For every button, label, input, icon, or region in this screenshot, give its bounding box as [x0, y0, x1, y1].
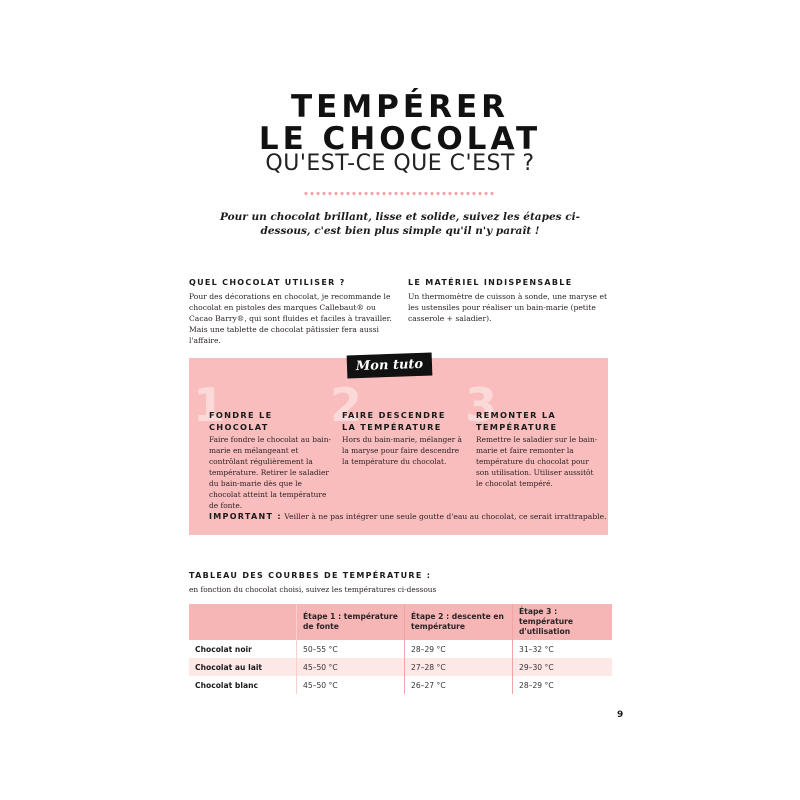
table-row [189, 658, 612, 676]
table-cell: 28–29 °C [405, 640, 513, 658]
table-header-cell: Étape 2 : descente en température [405, 604, 513, 640]
important-label: IMPORTANT : [209, 512, 282, 521]
table-cell: 45–50 °C [297, 676, 405, 694]
table-header-row [189, 604, 612, 640]
temperature-table [189, 604, 612, 694]
table-cell: 45–50 °C [297, 658, 405, 676]
step-heading: FONDRE LE CHOCOLAT [209, 410, 273, 432]
step-heading: FAIRE DESCENDRE LA TEMPÉRATURE [342, 410, 446, 432]
dotted-divider [303, 192, 495, 195]
table-header-cell: Étape 3 : température d'utilisation [513, 604, 613, 640]
step-text: Hors du bain-marie, mélanger à la maryse pour faire descendre la température du chocolat. [342, 435, 462, 466]
important-text: Veiller à ne pas intégrer une seule goutte d'eau au chocolat, ce serait irrattrapable. [284, 512, 607, 521]
section-which-chocolate [189, 278, 399, 346]
section-heading: QUEL CHOCOLAT UTILISER ? [189, 278, 346, 287]
step-text: Remettre le saladier sur le bain-marie et faire remonter la température du chocolat pour son utilisation. Utiliser aussitôt le chocolat tempéré. [476, 435, 598, 488]
step-number-3: 3 [465, 378, 498, 432]
intro-text: Pour un chocolat brillant, lisse et solide, suivez les étapes ci-dessous, c'est bien plus simple qu'il n'y paraît ! [220, 211, 580, 237]
table-title: TABLEAU DES COURBES DE TEMPÉRATURE : [189, 571, 432, 580]
table-cell: 29–30 °C [513, 658, 613, 676]
table-cell: Chocolat blanc [195, 680, 258, 690]
step-1 [209, 409, 334, 511]
page-title-line1: TEMPÉRER [291, 89, 509, 125]
page-subtitle: QU'EST-CE QUE C'EST ? [265, 151, 535, 176]
tutorial-badge: Mon tuto [347, 353, 433, 379]
section-text: Un thermomètre de cuisson à sonde, une maryse et les ustensiles pour réaliser un bain-marie (petite casserole + saladier). [408, 292, 608, 323]
step-heading: REMONTER LA TEMPÉRATURE [476, 410, 558, 432]
table-cell: Chocolat au lait [189, 658, 297, 676]
section-heading: LE MATÉRIEL INDISPENSABLE [408, 278, 573, 287]
table-cell: Chocolat noir [195, 644, 252, 654]
table-row [189, 640, 612, 658]
step-text: Faire fondre le chocolat au bain-marie en mélangeant et contrôlant régulièrement la température. Retirer le saladier du bain-marie dès que le chocolat atteint la température de fonte. [209, 435, 331, 510]
page-number: 9 [617, 710, 624, 720]
table-cell: 31–32 °C [513, 640, 613, 658]
table-header-cell: Étape 1 : température de fonte [297, 604, 405, 640]
table-header-cell [189, 604, 297, 640]
page-title-line2: LE CHOCOLAT [258, 121, 542, 157]
table-cell: 50–55 °C [297, 640, 405, 658]
step-3 [476, 409, 601, 489]
table-cell: 26–27 °C [405, 676, 513, 694]
table-cell: 27–28 °C [405, 658, 513, 676]
step-2 [342, 409, 464, 467]
step-number-1: 1 [193, 378, 226, 432]
important-note [209, 511, 607, 522]
step-number-2: 2 [330, 378, 363, 432]
table-subtitle: en fonction du chocolat choisi, suivez les températures ci-dessous [189, 585, 437, 594]
section-equipment [408, 278, 613, 324]
table-cell: 28–29 °C [513, 676, 613, 694]
section-text: Pour des décorations en chocolat, je recommande le chocolat en pistoles des marques Callebaut® ou Cacao Barry®, qui sont fluides et faciles à travailler. Mais une tablette de chocolat pâtissier fera aussi l'affaire. [189, 292, 392, 345]
table-row [189, 676, 612, 694]
